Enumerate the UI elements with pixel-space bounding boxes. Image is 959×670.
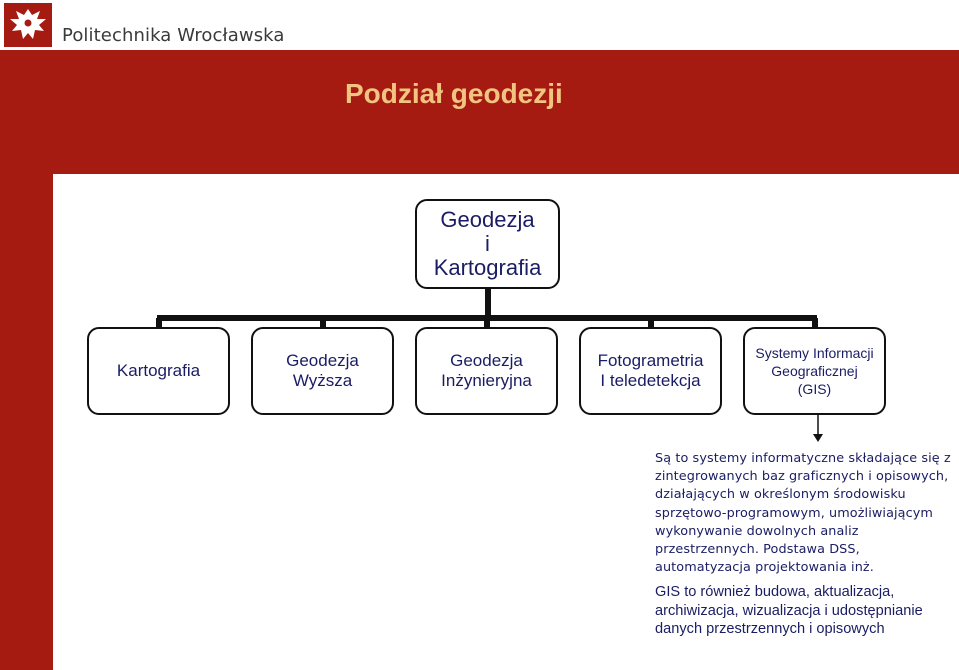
- arrow-head: [813, 434, 823, 442]
- node-gis-line-1: Systemy Informacji: [755, 345, 874, 361]
- node-geodezja-inzynieryjna-line-2: Inżynieryjna: [441, 371, 532, 390]
- side-accent-bar: [0, 174, 53, 670]
- root-node-line-3: Kartografia: [433, 255, 542, 280]
- header: [0, 0, 959, 50]
- gis-description-paragraph-2: GIS to również budowa, aktualizacja, archiwizacja, wizualizacja i udostępnianie danych przestrzennych i opisowych: [655, 584, 923, 637]
- eagle-crest-icon: [4, 3, 52, 47]
- slide-title: Podział geodezji: [345, 78, 563, 109]
- gis-description: [655, 450, 955, 638]
- node-geodezja-wyzsza-line-2: Wyższa: [292, 371, 353, 390]
- node-fotogrametria-line-1: Fotogrametria: [597, 351, 704, 370]
- root-node-line-1: Geodezja: [440, 207, 535, 232]
- node-fotogrametria: [579, 327, 722, 415]
- university-name: Politechnika Wrocławska: [62, 25, 285, 46]
- node-kartografia: [87, 327, 230, 415]
- node-fotogrametria-line-2: I teledetekcja: [600, 371, 701, 390]
- root-node-line-2: i: [485, 231, 490, 256]
- node-gis: [743, 327, 886, 415]
- node-gis-line-2: Geograficznej: [771, 363, 858, 379]
- node-geodezja-wyzsza-line-1: Geodezja: [286, 351, 359, 370]
- node-geodezja-inzynieryjna: [415, 327, 558, 415]
- node-geodezja-wyzsza: [251, 327, 394, 415]
- root-node: [415, 199, 560, 289]
- gis-description-paragraph-1: Są to systemy informatyczne składające się z zintegrowanych baz graficznych i opisowych, działających w określonym środowisku sprzętowo-programowym, umożliwiającym wykonywanie dowolnych analiz przestrzennych. Podstawa DSS, automatyzacja projektowania inż.: [655, 451, 951, 576]
- node-geodezja-inzynieryjna-line-1: Geodezja: [450, 351, 523, 370]
- title-banner: [0, 50, 959, 174]
- node-kartografia-line-1: Kartografia: [116, 361, 201, 380]
- node-gis-line-3: (GIS): [797, 381, 832, 397]
